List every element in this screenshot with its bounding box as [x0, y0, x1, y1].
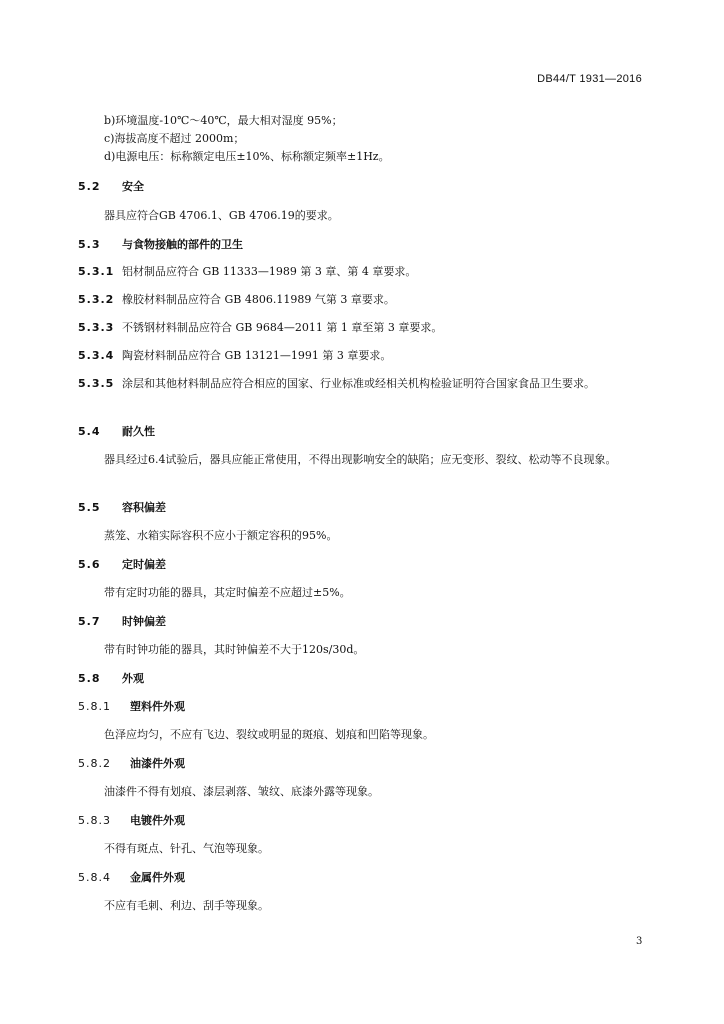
section-number: 5.8 — [78, 672, 101, 685]
section-number: 5.5 — [78, 501, 101, 514]
section-heading — [78, 613, 166, 629]
clause-text: 铝材制品应符合 GB 11333—1989 第 3 章、第 4 章要求。 — [122, 265, 417, 278]
section-heading — [78, 670, 144, 686]
clause — [78, 375, 644, 393]
section-title: 安全 — [122, 180, 144, 193]
subsection-paragraph: 不得有斑点、针孔、气泡等现象。 — [104, 842, 269, 855]
section-title: 与食物接触的部件的卫生 — [122, 238, 243, 251]
subsection-heading — [78, 869, 185, 885]
section-paragraph: 带有时钟功能的器具，其时钟偏差不大于120s/30d。 — [104, 643, 365, 656]
clause-text: 涂层和其他材料制品应符合相应的国家、行业标准或经相关机构检验证明符合国家食品卫生要求。 — [122, 377, 595, 390]
section-title: 耐久性 — [122, 425, 155, 438]
subsection-title: 油漆件外观 — [130, 757, 185, 770]
subsection-number: 5.8.4 — [78, 871, 111, 884]
section-paragraph: 器具经过6.4试验后，器具应能正常使用，不得出现影响安全的缺陷；应无变形、裂纹、松动等不良现象。 — [104, 453, 617, 466]
section-heading — [78, 556, 166, 572]
subsection-title: 金属件外观 — [130, 871, 185, 884]
subsection-number: 5.8.3 — [78, 814, 111, 827]
section-title: 定时偏差 — [122, 558, 166, 571]
document-id: DB44/T 1931—2016 — [537, 73, 642, 85]
clause-text: 不锈钢材料制品应符合 GB 9684—2011 第 1 章至第 3 章要求。 — [122, 321, 443, 334]
clause-number: 5.3.4 — [78, 349, 115, 362]
subsection-heading — [78, 698, 185, 714]
subsection-heading — [78, 812, 185, 828]
subsection-paragraph: 不应有毛刺、利边、刮手等现象。 — [104, 899, 269, 912]
section-number: 5.7 — [78, 615, 101, 628]
clause-number: 5.3.2 — [78, 293, 115, 306]
section-heading — [78, 499, 166, 515]
subsection-paragraph: 油漆件不得有划痕、漆层剥落、皱纹、底漆外露等现象。 — [104, 785, 379, 798]
clause — [78, 263, 416, 279]
clause — [78, 347, 391, 363]
section-paragraph: 带有定时功能的器具，其定时偏差不应超过±5%。 — [104, 586, 351, 599]
condition-item: b)环境温度-10℃～40℃，最大相对湿度 95%； — [104, 114, 343, 127]
section-title: 外观 — [122, 672, 144, 685]
condition-item: d)电源电压：标称额定电压±10%、标称额定频率±1Hz。 — [104, 150, 390, 163]
subsection-title: 电镀件外观 — [130, 814, 185, 827]
page-number: 3 — [636, 936, 643, 947]
subsection-heading — [78, 755, 185, 771]
clause-number: 5.3.1 — [78, 265, 115, 278]
section-title: 时钟偏差 — [122, 615, 166, 628]
subsection-number: 5.8.2 — [78, 757, 111, 770]
section-number: 5.3 — [78, 238, 101, 251]
condition-item: c)海拔高度不超过 2000m； — [104, 132, 245, 145]
section-paragraph: 蒸笼、水箱实际容积不应小于额定容积的95%。 — [104, 529, 338, 542]
clause — [78, 319, 442, 335]
section-heading — [78, 236, 243, 252]
subsection-title: 塑料件外观 — [130, 700, 185, 713]
section-paragraph: 器具应符合GB 4706.1、GB 4706.19的要求。 — [104, 209, 339, 222]
subsection-paragraph: 色泽应均匀，不应有飞边、裂纹或明显的斑痕、划痕和凹陷等现象。 — [104, 728, 434, 741]
section-number: 5.2 — [78, 180, 101, 193]
subsection-number: 5.8.1 — [78, 700, 111, 713]
clause-number: 5.3.5 — [78, 377, 115, 390]
section-number: 5.4 — [78, 425, 101, 438]
section-number: 5.6 — [78, 558, 101, 571]
clause-text: 陶瓷材料制品应符合 GB 13121—1991 第 3 章要求。 — [122, 349, 392, 362]
section-heading — [78, 178, 144, 194]
clause-number: 5.3.3 — [78, 321, 115, 334]
clause — [78, 291, 395, 307]
section-heading — [78, 423, 155, 439]
clause-text: 橡胶材料制品应符合 GB 4806.11989 气第 3 章要求。 — [122, 293, 395, 306]
section-title: 容积偏差 — [122, 501, 166, 514]
